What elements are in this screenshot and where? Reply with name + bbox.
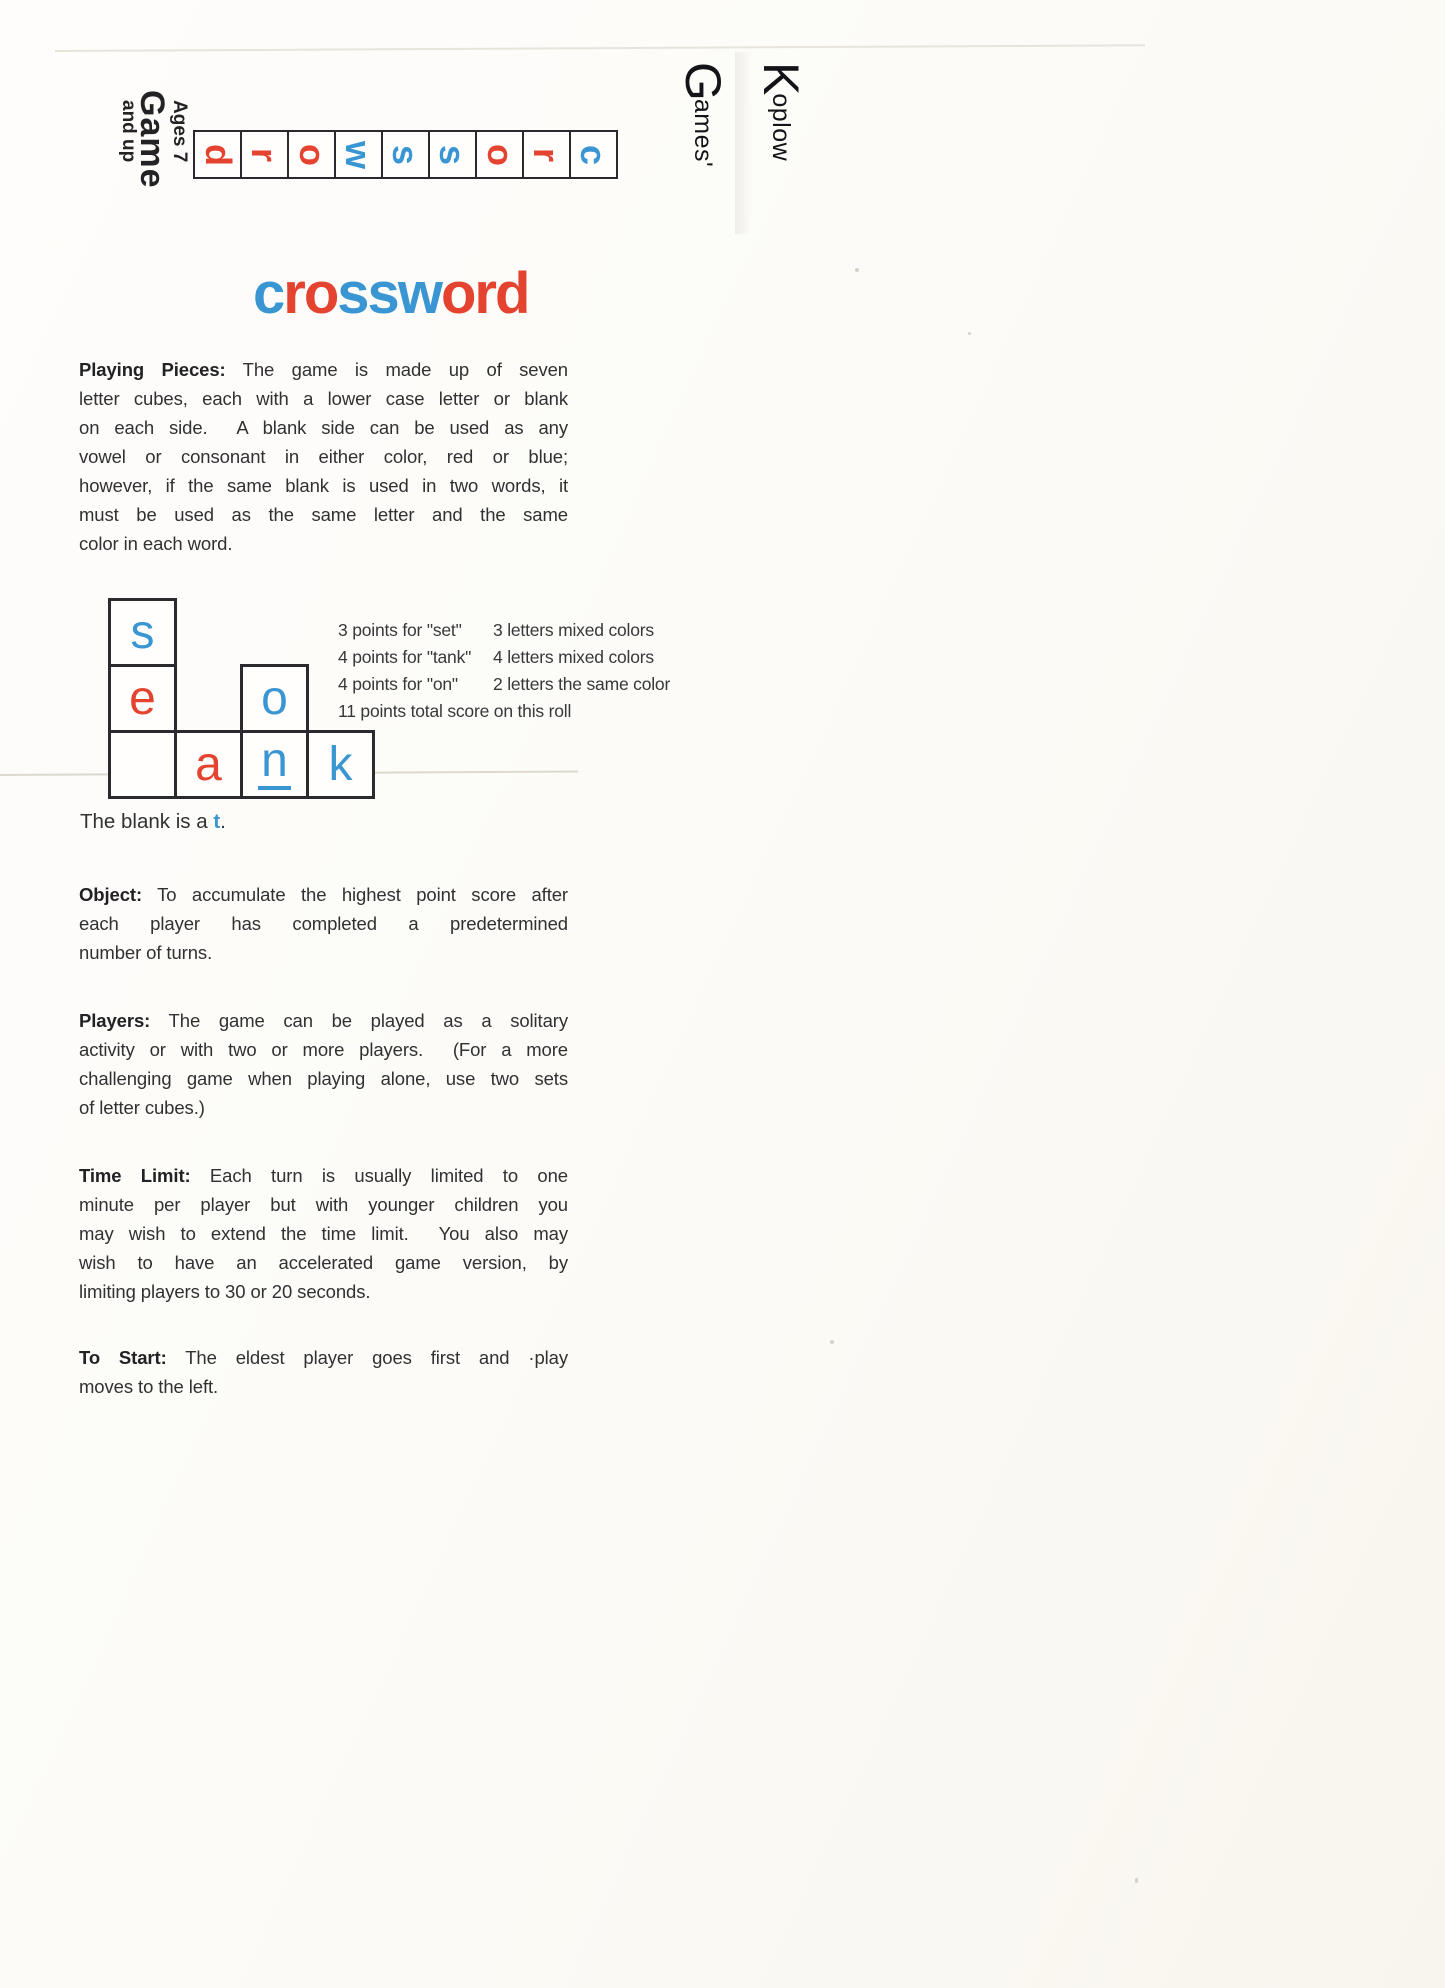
- spine-tile-letter: r: [526, 147, 568, 162]
- spine-tile-letter: w: [338, 140, 380, 169]
- paragraph-line: must be used as the same letter and the same: [79, 504, 568, 525]
- example-tile-o: [240, 664, 309, 733]
- paragraph-line: limiting players to 30 or 20 seconds.: [79, 1281, 371, 1302]
- example-tile-e: [108, 664, 177, 733]
- spine-tile-r: [240, 130, 289, 179]
- paragraph-line: letter cubes, each with a lower case letter or blank: [79, 388, 568, 409]
- example-tile-k: [306, 730, 375, 799]
- example-tile-letter: e: [129, 671, 156, 725]
- scoring-description: 4 letters mixed colors: [493, 647, 654, 667]
- section-heading: Time Limit:: [79, 1165, 191, 1186]
- title-letter-s: s: [337, 261, 368, 326]
- spine-tile-s: [381, 130, 430, 179]
- scan-speck: [968, 332, 971, 335]
- page-title-crossword: [253, 261, 529, 326]
- paragraph-line: Players: The game can be played as a solitary: [79, 1010, 568, 1031]
- scan-speck: [830, 1340, 834, 1344]
- example-tile-n: [240, 730, 309, 799]
- scoring-description: 3 letters mixed colors: [493, 620, 654, 640]
- ages-line-2: and up: [118, 100, 139, 163]
- paragraph-line: of letter cubes.): [79, 1097, 205, 1118]
- scoring-row: [338, 701, 571, 728]
- paragraph-line: Time Limit: Each turn is usually limited to one: [79, 1165, 568, 1186]
- example-tile-letter: o: [261, 671, 288, 725]
- spine-tile-letter: o: [291, 143, 333, 166]
- example-tile-blank: [108, 730, 177, 799]
- scoring-summary: [338, 620, 671, 728]
- paragraph-line: wish to have an accelerated game version, by: [79, 1252, 568, 1273]
- spine-tile-letter: s: [432, 144, 474, 165]
- spine-tile-letter: o: [479, 143, 521, 166]
- paragraph-line: may wish to extend the time limit. You also may: [79, 1223, 568, 1244]
- spine-tile-letter: r: [244, 147, 286, 162]
- scoring-row: [338, 620, 654, 647]
- title-letter-d: d: [494, 261, 529, 326]
- brand-logo: [638, 62, 846, 167]
- section-time-limit: [79, 1161, 568, 1306]
- section-object: [79, 880, 568, 967]
- example-tile-letter: k: [328, 737, 353, 791]
- paragraph-line: each player has completed a predetermined: [79, 913, 568, 934]
- title-letter-s: s: [367, 261, 398, 326]
- brand-initial-g: G: [675, 62, 731, 99]
- scoring-points: 4 points for "tank": [338, 647, 472, 667]
- spine-tile-letter: c: [573, 144, 615, 165]
- example-tile-s: [108, 598, 177, 667]
- title-letter-o: o: [303, 261, 338, 326]
- brand-initial-k: K: [753, 62, 809, 94]
- spine-tile-r: [522, 130, 571, 179]
- blank-caption: [80, 810, 226, 834]
- scoring-row: [338, 674, 671, 701]
- caption-blank-letter: t: [213, 810, 221, 833]
- spine-tile-c: [569, 130, 618, 179]
- game-type-label: Game: [133, 90, 171, 189]
- spine-tile-d: [193, 130, 242, 179]
- scoring-points: 11 points total score on this roll: [338, 701, 572, 721]
- paragraph-line: number of turns.: [79, 942, 213, 963]
- scan-speck: [855, 268, 859, 272]
- paragraph-line: To Start: The eldest player goes first and ·play: [79, 1347, 568, 1368]
- title-letter-r: r: [283, 261, 304, 326]
- paragraph-line: on each side. A blank side can be used as any: [79, 417, 568, 438]
- title-letter-c: c: [253, 261, 284, 326]
- example-tile-letter: a: [195, 737, 222, 791]
- brand-line-games: [675, 62, 731, 168]
- example-tile-a: [174, 730, 243, 799]
- title-letter-r: r: [474, 261, 495, 326]
- crease-line: [55, 44, 1145, 52]
- spine-tile-w: [334, 130, 383, 179]
- spine-tile-letter: d: [197, 143, 239, 166]
- brand-rest-ames: ames': [689, 98, 717, 168]
- caption-suffix: .: [220, 810, 226, 833]
- caption-prefix: The blank is a: [80, 810, 214, 833]
- spine-tile-s: [428, 130, 477, 179]
- section-heading: To Start:: [79, 1347, 167, 1368]
- spine-letter-tiles: [193, 130, 618, 179]
- ages-line-1: Ages 7: [169, 100, 190, 163]
- spine-tile-letter: s: [385, 144, 427, 165]
- title-letter-o: o: [440, 261, 475, 326]
- spine-tile-o: [287, 130, 336, 179]
- scoring-points: 3 points for "set": [338, 620, 462, 640]
- paragraph-line: Object: To accumulate the highest point score after: [79, 884, 568, 905]
- paragraph-line: color in each word.: [79, 533, 233, 554]
- section-playing-pieces: [79, 355, 568, 558]
- paragraph-line: minute per player but with younger children you: [79, 1194, 568, 1215]
- scan-speck: [1135, 1878, 1138, 1883]
- brand-rest-oplow: oplow: [767, 93, 795, 162]
- section-to-start: [79, 1343, 568, 1401]
- paragraph-line: activity or with two or more players. (For a more: [79, 1039, 568, 1060]
- scoring-description: 2 letters the same color: [493, 674, 671, 694]
- section-players: [79, 1006, 568, 1122]
- paragraph-line: vowel or consonant in either color, red or blue;: [79, 446, 568, 467]
- brand-line-koplow: [753, 62, 809, 167]
- paragraph-line: Playing Pieces: The game is made up of seven: [79, 359, 568, 380]
- paragraph-line: moves to the left.: [79, 1376, 219, 1397]
- section-heading: Players:: [79, 1010, 151, 1031]
- scoring-row: [338, 647, 654, 674]
- spine-tile-o: [475, 130, 524, 179]
- title-letter-w: w: [397, 261, 441, 326]
- scoring-points: 4 points for "on": [338, 674, 458, 694]
- paragraph-line: challenging game when playing alone, use two sets: [79, 1068, 568, 1089]
- example-tile-letter: s: [130, 605, 155, 659]
- example-tile-letter: n: [258, 739, 291, 790]
- section-heading: Object:: [79, 884, 143, 905]
- section-heading: Playing Pieces:: [79, 359, 226, 380]
- paragraph-line: however, if the same blank is used in two words, it: [79, 475, 568, 496]
